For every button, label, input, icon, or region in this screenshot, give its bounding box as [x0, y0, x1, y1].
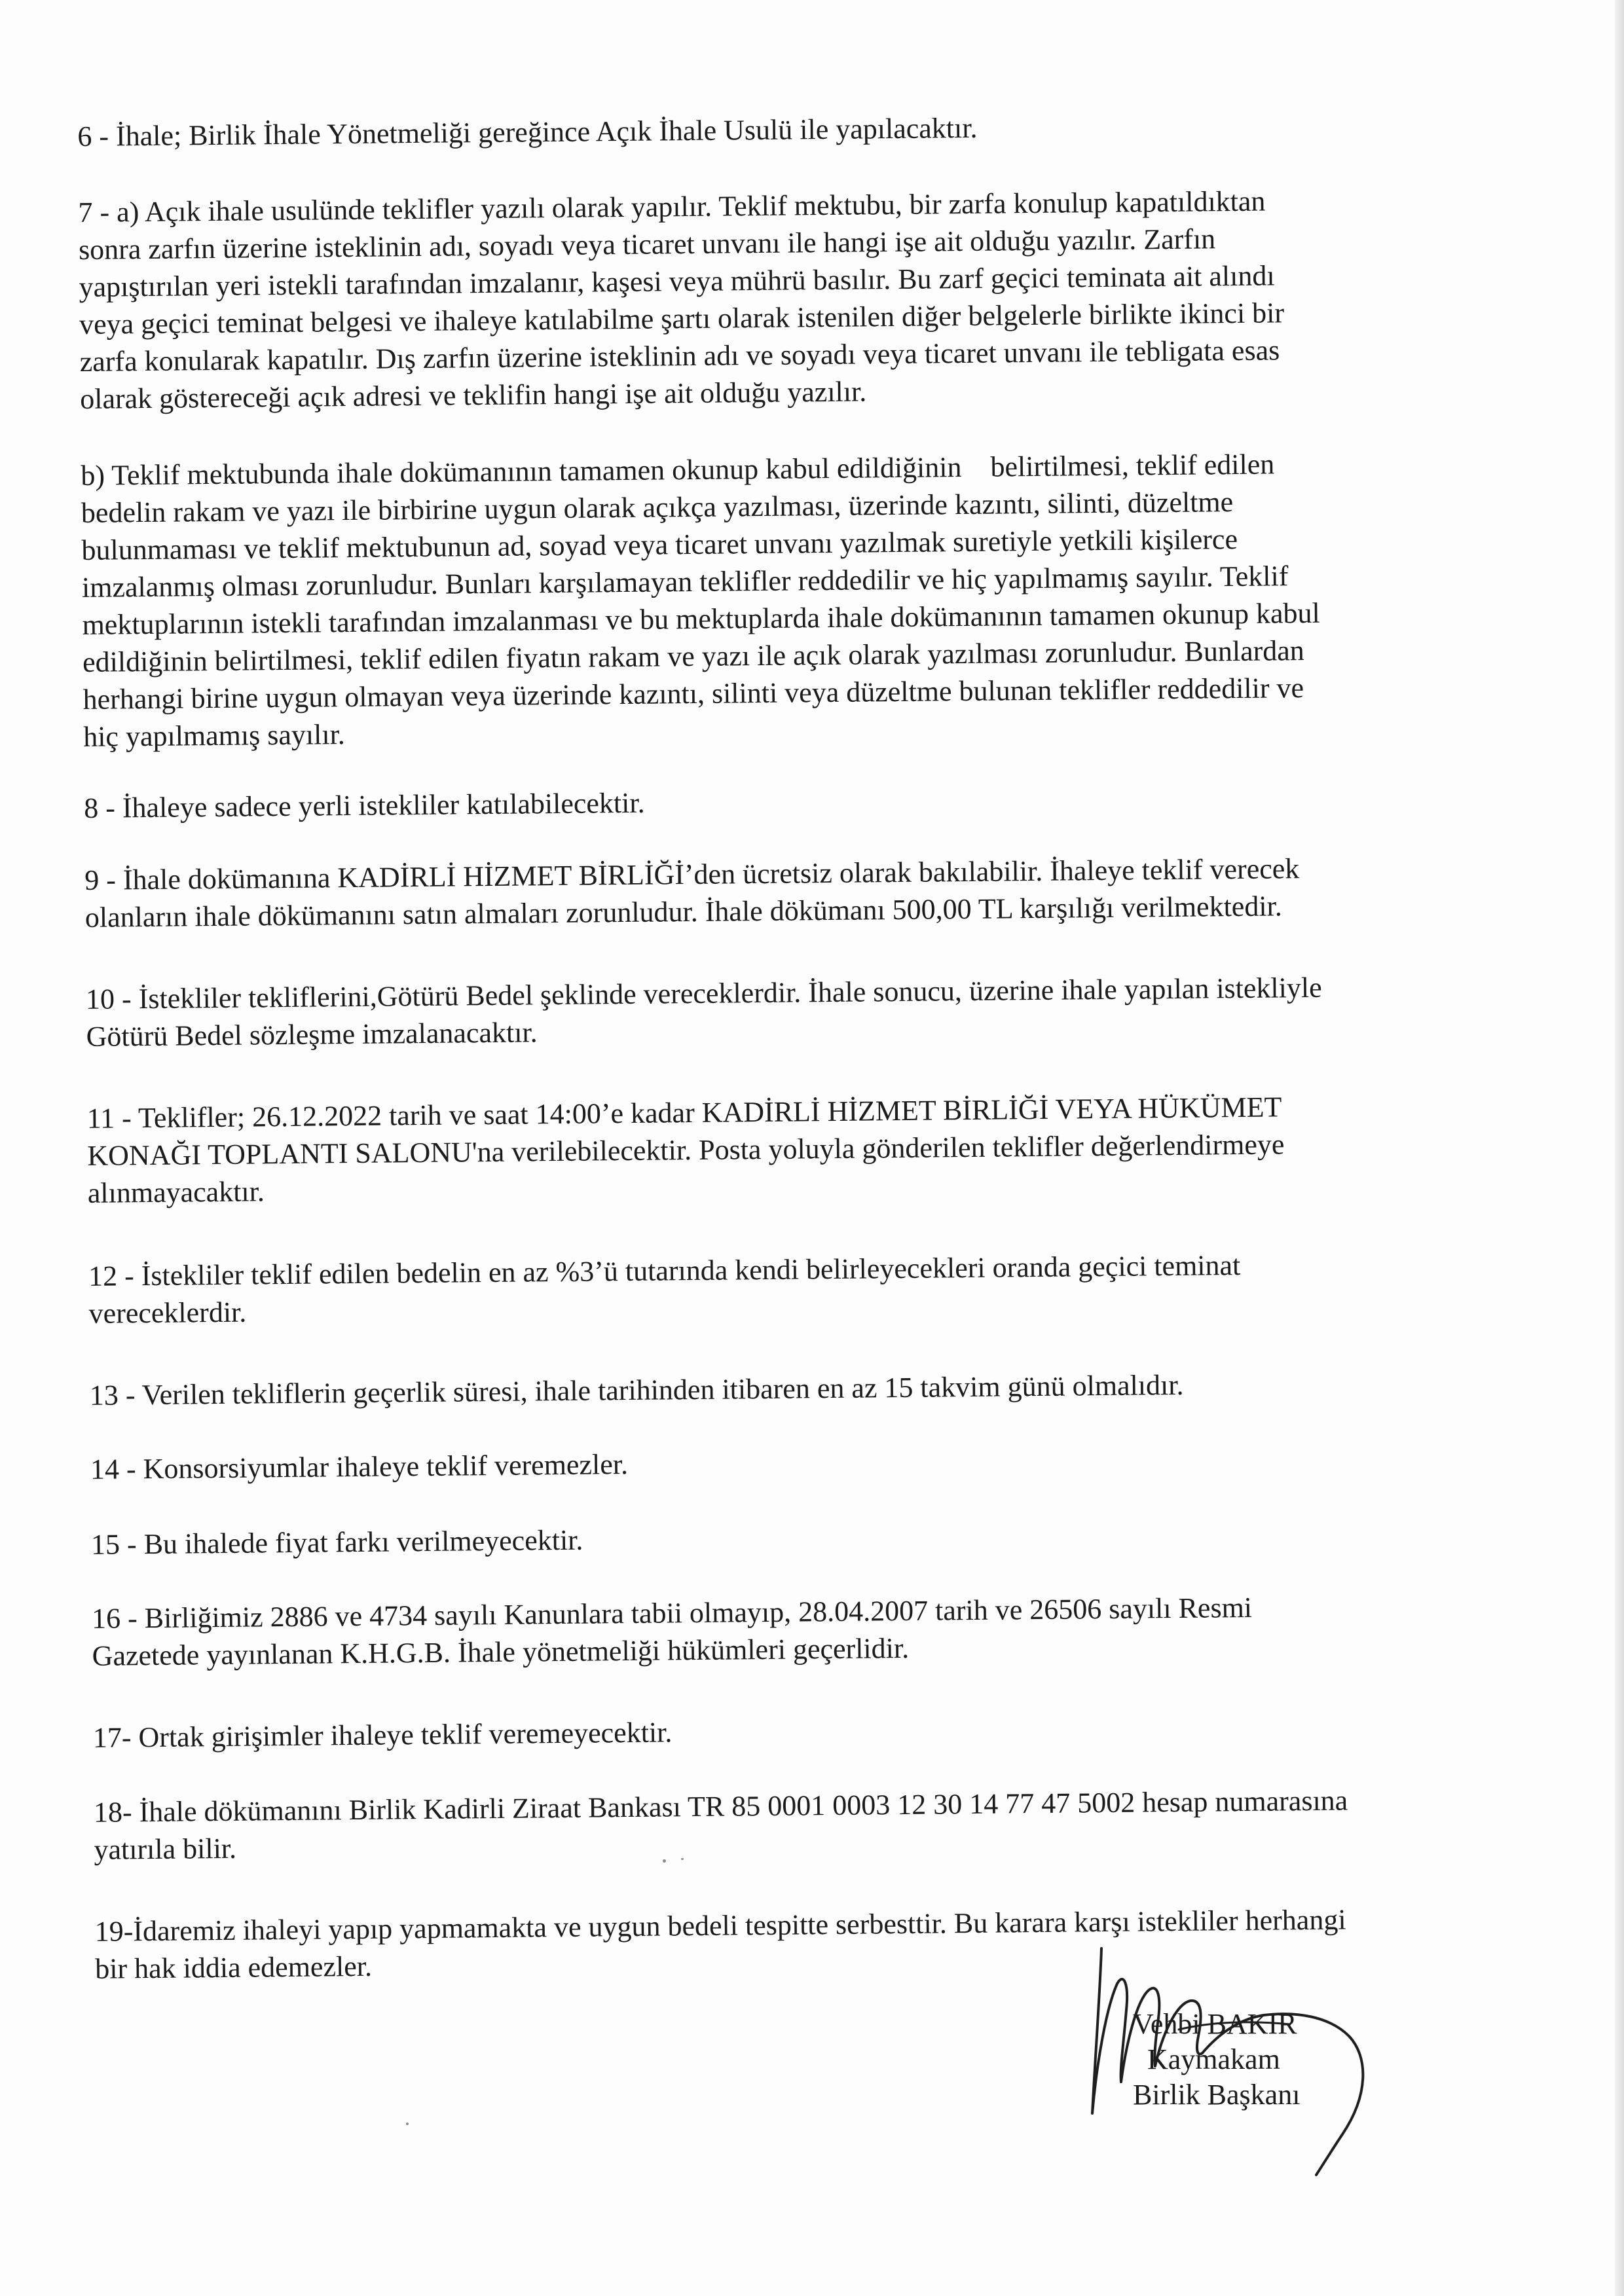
clause-13: 13 - Verilen tekliflerin geçerlik süresi, ihale tarihinden itibaren en az 15 takvim günü olmalıdır. [89, 1368, 1184, 1412]
clause-7a-line: sonra zarfın üzerine isteklinin adı, soyadı veya ticaret unvanı ile hangi işe ait olduğu yazılır. Zarfın [78, 223, 1216, 266]
signatory-name: Vehbi BAKIR [1133, 2008, 1297, 2040]
clause-12 [88, 1247, 1241, 1332]
signatory-role: Birlik Başkanı [1133, 2079, 1301, 2111]
signature-block [1080, 1938, 1421, 2187]
clause-7b-line: herhangi birine uygun olmayan veya üzerinde kazıntı, silinti veya düzeltme bulunan teklifler reddedilir ve [83, 672, 1304, 716]
clause-11-line: alınmayacaktır. [87, 1175, 265, 1209]
clause-16-line: 16 - Birliğimiz 2886 ve 4734 sayılı Kanunlara tabii olmayıp, 28.04.2007 tarih ve 26506 sayılı Resmi [91, 1591, 1253, 1635]
clause-7a-line: zarfa konularak kapatılır. Dış zarfın üzerine isteklinin adı ve soyadı veya ticaret unvanı ile tebligata esas [79, 334, 1280, 378]
clause-7b-line: hiç yapılmamış sayılır. [83, 718, 346, 753]
clause-18 [94, 1781, 1348, 1868]
clause-7b-line: bulunmaması ve teklif mektubunun ad, soyad veya ticaret unvanı yazılmak suretiyle yetkili kişilerce [81, 523, 1238, 566]
clause-19-line: bir hak iddia edemezler. [95, 1950, 373, 1985]
clause-12-line: vereceklerdir. [88, 1296, 247, 1330]
clause-11-line: KONAĞI TOPLANTI SALONU'na verilebilecektir. Posta yoluyla gönderilen teklifler değerlendirmeye [87, 1128, 1285, 1172]
clause-12-line: 12 - İstekliler teklif edilen bedelin en az %3’ü tutarında kendi belirleyecekleri oranda geçici teminat [88, 1249, 1241, 1292]
clause-7b-line: edildiğinin belirtilmesi, teklif edilen fiyatın rakam ve yazı ile açık olarak yazılması zorunludur. Bunlardan [82, 634, 1304, 678]
clause-18-line: 18- İhale dökümanını Birlik Kadirli Ziraat Bankası TR 85 0001 0003 12 30 14 77 47 5002 hesap numarasına [93, 1784, 1348, 1829]
clause-10-line: 10 - İstekliler tekliflerini,Götürü Bedel şeklinde vereceklerdir. İhale sonucu, üzerine ihale yapılan istekliyle [85, 971, 1322, 1015]
scan-speck [681, 1858, 684, 1860]
clause-7b-line: b) Teklif mektubunda ihale dokümanının tamamen okunup kabul edildiğinin belirtilmesi, teklif edilen [81, 448, 1275, 492]
document-body [77, 96, 1511, 1985]
scan-speck [663, 1859, 666, 1863]
clause-17: 17- Ortak girişimler ihaleye teklif veremeyecektir. [92, 1716, 673, 1754]
scan-speck [406, 2123, 409, 2125]
scan-page-edge [1615, 0, 1624, 2296]
clause-14: 14 - Konsorsiyumlar ihaleye teklif veremezler. [90, 1448, 629, 1485]
signatory-title: Kaymakam [1147, 2043, 1280, 2075]
clause-7a-line: yapıştırılan yeri istekli tarafından imzalanır, kaşesi veya mührü basılır. Bu zarf geçici teminata ait alındı [79, 259, 1275, 303]
clause-18-line: yatırıla bilir. [94, 1832, 237, 1866]
clause-7b-line: imzalanmış olması zorunludur. Bunları karşılamayan teklifler reddedilir ve hiç yapılmamış sayılır. Teklif [81, 560, 1289, 604]
clause-7a-line: olarak göstereceği açık adresi ve teklifin hangi işe ait olduğu yazılır. [80, 375, 867, 415]
clause-11 [87, 1088, 1285, 1212]
clause-9-line: 9 - İhale dokümanına KADİRLİ HİZMET BİRLİĞİ’den ücretsiz olarak bakılabilir. İhaleye teklif verecek [84, 852, 1300, 896]
clause-6: 6 - İhale; Birlik İhale Yönetmeliği gereğince Açık İhale Usulü ile yapılacaktır. [77, 111, 978, 153]
clause-7a [78, 182, 1285, 418]
clause-10 [86, 969, 1323, 1055]
clause-11-line: 11 - Teklifler; 26.12.2022 tarih ve saat 14:00’e kadar KADİRLİ HİZMET BİRLİĞİ VEYA HÜKÜMET [86, 1091, 1282, 1135]
clause-9-line: olanların ihale dökümanını satın almaları zorunludur. İhale dökümanı 500,00 TL karşılığı verilmektedir. [84, 890, 1282, 934]
clause-7a-line: veya geçici teminat belgesi ve ihaleye katılabilme şartı olarak istenilen diğer belgelerle birlikte ikinci bir [79, 297, 1285, 340]
clause-10-line: Götürü Bedel sözleşme imzalanacaktır. [86, 1016, 538, 1053]
clause-7a-line: 7 - a) Açık ihale usulünde teklifler yazılı olarak yapılır. Teklif mektubu, bir zarfa konulup kapatıldıktan [78, 185, 1266, 228]
clause-7b-line: mektuplarının istekli tarafından imzalanması ve bu mektuplarda ihale dokümanının tamamen okunup kabul [82, 596, 1320, 641]
clause-9 [84, 850, 1300, 936]
clause-16 [92, 1589, 1253, 1675]
clause-15: 15 - Bu ihalede fiyat farkı verilmeyecektir. [90, 1523, 583, 1561]
clause-19-line: 19-İdaremiz ihaleyi yapıp yapmamakta ve uygun bedeli tespitte serbesttir. Bu karara karşı istekliler herhangi [94, 1903, 1346, 1948]
clause-7b [81, 445, 1321, 756]
clause-7b-line: bedelin rakam ve yazı ile birbirine uygun olarak açıkça yazılması, üzerinde kazıntı, silinti, düzeltme [81, 486, 1234, 529]
clause-16-line: Gazetede yayınlanan K.H.G.B. İhale yönetmeliği hükümleri geçerlidir. [92, 1631, 910, 1672]
clause-8: 8 - İhaleye sadece yerli istekliler katılabilecektir. [84, 786, 645, 824]
